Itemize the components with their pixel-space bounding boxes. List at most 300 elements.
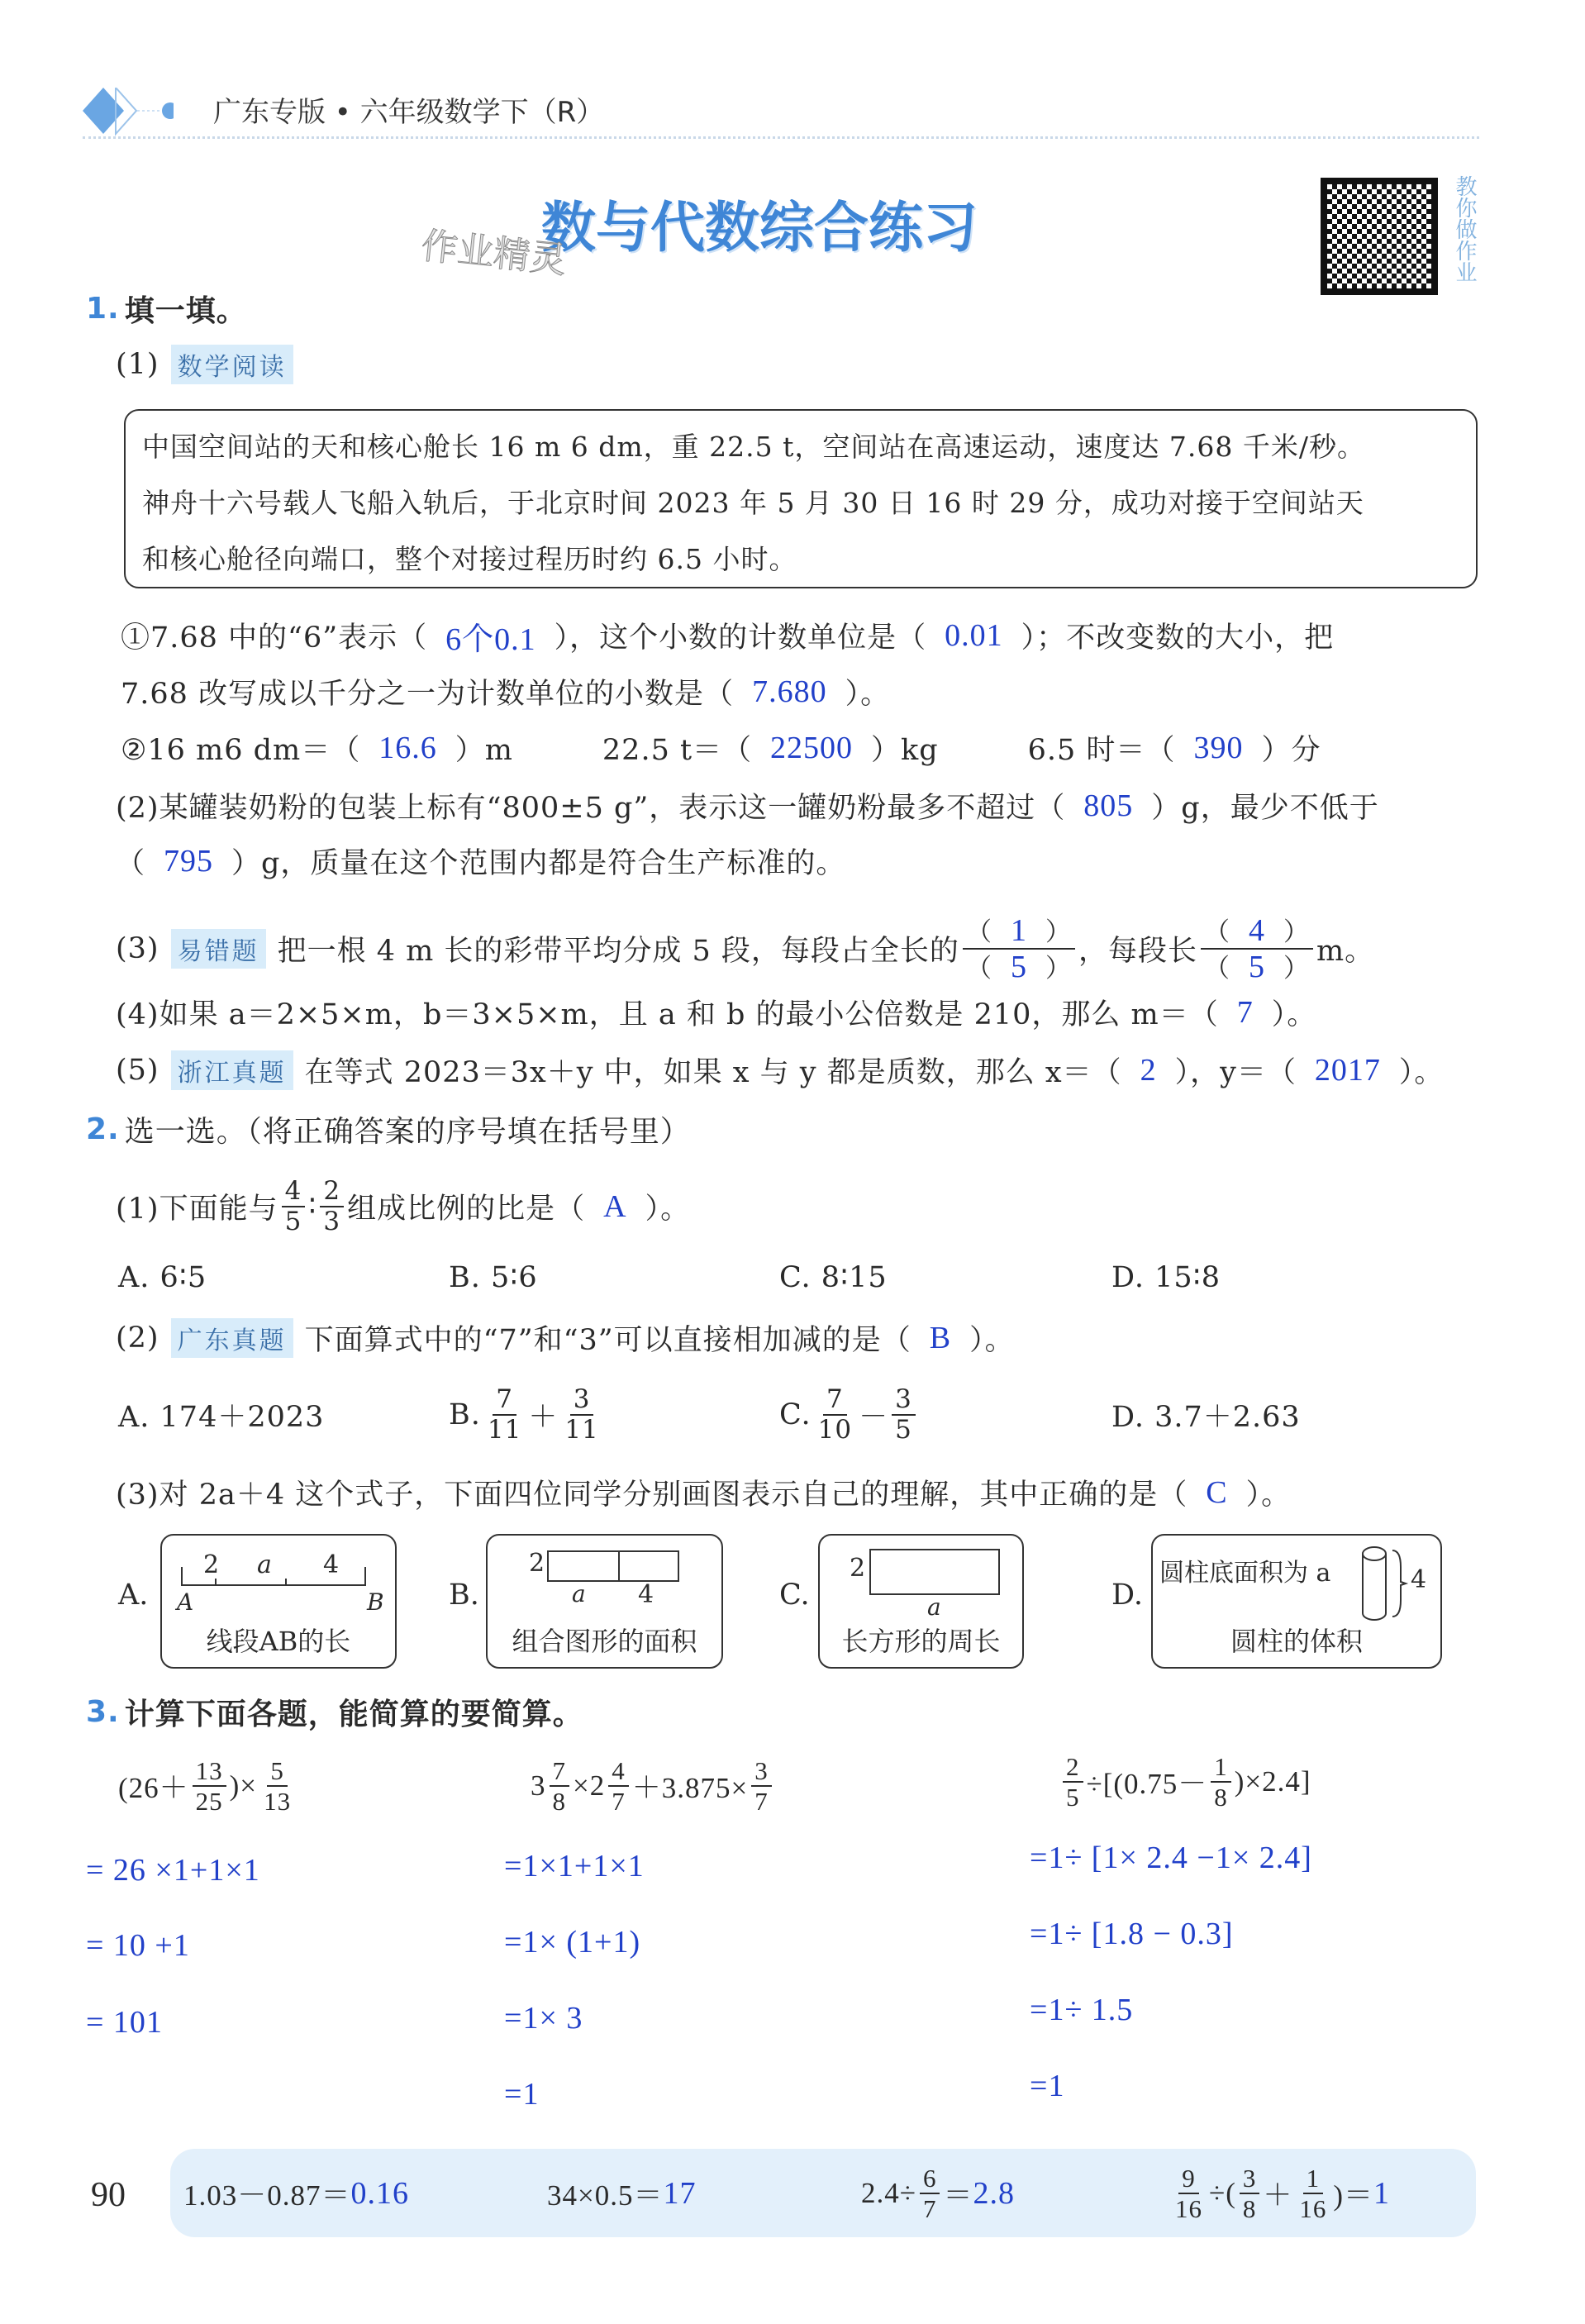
fraction-numerator (1063, 1754, 1083, 1783)
text-run: ÷[(0.75－ (1086, 1768, 1208, 1800)
diagram-label: 圆柱底面积为 a (1159, 1559, 1331, 1588)
question-tag: 数学阅读 (171, 345, 293, 384)
text-run: ）kg 6.5 时＝（ (871, 734, 1176, 767)
text-run: 7 (754, 1787, 769, 1816)
diagram-caption: 圆柱的体积 (1230, 1626, 1363, 1657)
fraction-denominator (751, 1787, 772, 1814)
fraction (815, 1384, 855, 1445)
answer-value: 2 (1140, 1053, 1157, 1088)
text-run: 8 (552, 1787, 566, 1816)
fraction (751, 1758, 772, 1814)
fraction-numerator (892, 1384, 916, 1416)
text-run: 和核心舱径向端口，整个对接过程历时约 6.5 小时。 (142, 542, 797, 575)
calc-problem (1059, 1749, 1311, 1815)
text-run: 3 (1242, 2164, 1257, 2193)
text-run: (3)对 2a＋4 这个式子，下面四位同学分别画图表示自己的理解，其中正确的是（ (116, 1479, 1188, 1512)
text-run: (3) (116, 932, 159, 965)
fraction (1211, 1754, 1231, 1810)
text-run: )× (229, 1769, 258, 1802)
fraction (1240, 2165, 1260, 2222)
q2-line (116, 1468, 1291, 1517)
choice-option (1111, 1382, 1301, 1448)
qr-code[interactable] (1321, 178, 1438, 295)
fraction-denominator (815, 1416, 855, 1443)
fraction (1201, 915, 1313, 983)
fraction-denominator (550, 1787, 570, 1814)
text-run: （ (1203, 954, 1230, 983)
answer-value: × ( (539, 1925, 578, 1960)
answer-value: 1 (173, 1928, 190, 1963)
fraction (320, 1176, 344, 1236)
fraction-numerator (193, 1758, 226, 1787)
question-heading: 计算下面各题，能简算的要简算。 (124, 1697, 583, 1731)
q1-line (121, 611, 1334, 660)
question-tag: 浙江真题 (171, 1050, 293, 1090)
text-run: ） (1283, 954, 1310, 983)
fraction (1172, 2165, 1206, 2222)
text-run: ）。 (1398, 1056, 1445, 1089)
text-run: － (859, 1401, 889, 1434)
text-run: ） (1283, 917, 1310, 947)
question-heading: 填一填。 (124, 293, 247, 328)
option-letter: A. (118, 1579, 149, 1612)
fraction (260, 1758, 294, 1814)
text-run: ＝ (943, 2179, 973, 2212)
diagram-label: a (257, 1550, 272, 1579)
text-run: 16 (1175, 2194, 1202, 2223)
text-run: B. 5∶6 (449, 1261, 538, 1294)
question-number: 1. (86, 291, 120, 326)
q1-heading (86, 283, 247, 333)
calc-problem (118, 1753, 297, 1819)
text-run: (2) (116, 1322, 159, 1355)
answer-value: = (1030, 1841, 1049, 1875)
option-letter: B. (449, 1579, 479, 1612)
q1-line (116, 988, 1316, 1037)
text-run: 11 (564, 1415, 599, 1445)
text-run: A. 6∶5 (118, 1261, 207, 1294)
composite-rectangle (547, 1550, 679, 1582)
text-run: 3 (573, 1384, 591, 1414)
answer-value: 0.01 (945, 618, 1003, 653)
answer-value: ÷ [ (1064, 1841, 1103, 1875)
text-run: 把一根 4 m 长的彩带平均分成 5 段，每段占全长的 (277, 935, 959, 968)
answer-value: + (594, 1925, 613, 1960)
text-run: 7 (922, 2194, 937, 2223)
option-letter: C. (779, 1579, 810, 1612)
fraction-numerator (1211, 1754, 1231, 1783)
fraction (920, 2165, 940, 2222)
answer-value: 1 (593, 1849, 610, 1883)
text-run: 16 (1299, 2194, 1327, 2223)
text-run: ）分 (1261, 734, 1321, 767)
calc-step (504, 2061, 539, 2127)
answer-value: 7 (1236, 995, 1254, 1030)
fraction-denominator (282, 1207, 306, 1235)
text-run: ）g，质量在这个范围内都是符合生产标准的。 (231, 847, 846, 880)
text-run: ）g，最少不低于 (1151, 792, 1379, 825)
fraction-numerator (608, 1758, 629, 1787)
fraction-denominator (1063, 1783, 1083, 1810)
text-run: C. (779, 1398, 812, 1431)
q1-part1-label (116, 340, 305, 389)
text-run: 7.68 改写成以千分之一为计数单位的小数是（ (121, 678, 735, 711)
text-run: ①7.68 中的“6”表示（ (121, 621, 428, 655)
calc-step (1030, 1977, 1133, 2043)
calc-step (504, 1985, 583, 2051)
fraction-numerator (963, 915, 1075, 950)
calc-problem (531, 1753, 775, 1819)
diagram-option-a (160, 1534, 397, 1669)
answer-value: ) (629, 1925, 641, 1960)
choice-option (779, 1253, 888, 1302)
answer-value: A (603, 1189, 627, 1224)
fraction-denominator (1201, 950, 1313, 983)
text-run: 5 (284, 1207, 302, 1236)
answer-value: 1 (1215, 1841, 1232, 1875)
text-run: 8 (1242, 2194, 1257, 2223)
answer-value: 7.680 (752, 674, 827, 709)
choice-option (1111, 1253, 1221, 1302)
question-number: 2. (86, 1112, 120, 1146)
answer-value: 1 (1048, 1841, 1065, 1875)
diagram-option-b (486, 1534, 723, 1669)
diagram-caption: 长方形的周长 (841, 1626, 1001, 1657)
answer-value: 1 (522, 2001, 540, 2036)
text-run: ）；不改变数的大小，把 (1021, 621, 1335, 655)
text-run: 神舟十六号载人飞船入轨后，于北京时间 2023 年 5 月 30 日 16 时 29 分，成功对接于空间站天 (142, 486, 1364, 519)
answer-value: 1 (627, 1849, 645, 1883)
text-run: ）。 (1245, 1479, 1292, 1512)
answer-value: = (1030, 1993, 1049, 2027)
text-run: 在等式 2023＝3x＋y 中，如果 x 与 y 都是质数，那么 x＝（ (304, 1056, 1122, 1089)
diagram-caption: 组合图形的面积 (512, 1626, 697, 1657)
text-run: 中国空间站的天和核心舱长 16 m 6 dm，重 22.5 t，空间站在高速运动，速度达 7.68 千米/秒。 (142, 430, 1365, 463)
text-run: 5 (895, 1415, 912, 1445)
q1-line (121, 667, 890, 717)
answer-value: 1 (522, 2077, 540, 2112)
answer-value: C (1206, 1475, 1228, 1510)
fraction (561, 1384, 602, 1445)
calc-step (1030, 2053, 1064, 2119)
text-run: ）。 (969, 1324, 1015, 1357)
fraction-numerator (282, 1176, 306, 1207)
choice-option (449, 1253, 538, 1302)
text-run: 2 (1066, 1752, 1080, 1781)
text-run: 下面算式中的“7”和“3”可以直接相加减的是（ (304, 1324, 911, 1357)
answer-value: 795 (164, 844, 214, 879)
answer-value: 5 (1010, 950, 1027, 984)
text-run: ，每段长 (1078, 935, 1197, 968)
q1-line (121, 723, 1321, 773)
q2-line (116, 1174, 690, 1240)
diagram-option-c (818, 1534, 1024, 1669)
oral-problem (861, 2160, 1015, 2226)
text-run: 7 (612, 1787, 626, 1816)
text-run: 9 (1182, 2164, 1196, 2193)
diagram-label: 4 (323, 1550, 340, 1579)
text-run: ）。 (845, 678, 891, 711)
text-run: (1)下面能与 (116, 1193, 278, 1226)
text-run: ×2 (573, 1769, 606, 1802)
fraction (550, 1758, 570, 1814)
answer-value: = (504, 1849, 523, 1883)
rectangle (869, 1549, 1000, 1595)
answer-value: = (504, 1925, 523, 1960)
text-run: ） (1045, 917, 1072, 947)
page-number: 90 (91, 2176, 126, 2214)
answer-value: 22500 (770, 731, 854, 765)
option-letter: D. (1111, 1579, 1143, 1612)
watermark: 作业精灵 (419, 224, 569, 283)
answer-value: = (1030, 2069, 1049, 2103)
fraction-numerator (1201, 915, 1313, 950)
answer-value: ÷ [1.8 − 0.3] (1064, 1917, 1234, 1951)
answer-value: 1 (1048, 2069, 1065, 2103)
text-run: ）。 (1271, 998, 1317, 1031)
text-run: 7 (552, 1756, 566, 1785)
fraction-denominator (963, 950, 1075, 983)
answer-value: = (504, 2001, 523, 2036)
text-run: A. 174＋2023 (118, 1401, 325, 1434)
answer-value: 805 (1083, 788, 1134, 823)
answer-value: 2.8 (973, 2176, 1015, 2211)
text-run: ②16 m6 dm＝（ (121, 734, 361, 767)
text-run: ＋3.875× (631, 1772, 749, 1804)
question-tag: 易错题 (171, 929, 266, 969)
diagram-label: 4 (638, 1580, 654, 1609)
text-run: （ (116, 847, 146, 880)
answer-value: 1 (557, 1849, 574, 1883)
text-run: 5 (1066, 1783, 1080, 1812)
text-run: 2 (323, 1176, 341, 1206)
answer-value: 1 (1048, 1993, 1065, 2027)
text-run: 25 (195, 1787, 223, 1816)
fraction-numerator (1178, 2165, 1199, 2194)
text-run: ÷( (1209, 2177, 1236, 2209)
diagram-label: 4 (1411, 1565, 1427, 1594)
answer-value: 1 (578, 1925, 595, 1960)
answer-value: × (225, 1853, 244, 1888)
q2-heading (86, 1104, 691, 1154)
fraction-numerator (550, 1758, 570, 1787)
text-run: (4)如果 a＝2×5×m，b＝3×5×m，且 a 和 b 的最小公倍数是 210，那么 m＝（ (116, 998, 1219, 1031)
text-run: 10 (817, 1415, 853, 1445)
fraction-denominator (1240, 2194, 1260, 2222)
fraction-denominator (920, 2194, 940, 2222)
answer-value: 16.6 (378, 731, 437, 765)
fraction-denominator (320, 1207, 344, 1235)
fraction-denominator (561, 1416, 602, 1443)
text-run: ） (1045, 954, 1072, 983)
text-run: D. 3.7＋2.63 (1111, 1401, 1301, 1434)
fraction (282, 1176, 306, 1236)
page-title: 数与代数综合练习 (541, 196, 978, 260)
choice-option (118, 1382, 324, 1448)
text-run: ）。 (645, 1193, 691, 1226)
fraction-denominator (892, 1416, 916, 1443)
text-run: m。 (1316, 935, 1375, 968)
text-run: ），这个小数的计数单位是（ (554, 621, 927, 655)
text-run: (1) (116, 348, 159, 381)
fraction-denominator (608, 1787, 629, 1814)
answer-value: 1 (1102, 1841, 1120, 1875)
text-run: )×2.4] (1234, 1765, 1311, 1798)
answer-value: 4 (1248, 913, 1265, 948)
text-run: 13 (264, 1787, 292, 1816)
calc-step (1030, 1825, 1312, 1891)
fraction (892, 1384, 916, 1445)
fraction (1063, 1754, 1083, 1810)
answer-value: = 26 × (86, 1853, 174, 1888)
series-label: 广东专版 • 六年级数学下（R） (213, 96, 605, 129)
q3-heading (86, 1687, 583, 1736)
answer-value: + (574, 1849, 593, 1883)
text-run: （ (965, 954, 992, 983)
answer-value: 390 (1193, 731, 1244, 765)
diagram-label: A (177, 1588, 194, 1616)
text-run: （ (1203, 917, 1230, 947)
reading-line (142, 532, 797, 582)
fraction (1296, 2165, 1330, 2222)
fraction (484, 1384, 525, 1445)
text-run: 1.03－0.87＝ (183, 2179, 351, 2212)
fraction-numerator (1240, 2165, 1260, 2194)
oral-problem (183, 2169, 409, 2218)
text-run: )＝ (1333, 2179, 1374, 2212)
text-run: ＋ (528, 1401, 559, 1434)
text-run: 11 (487, 1415, 522, 1445)
fraction-denominator (260, 1787, 294, 1814)
answer-value: = 10 (86, 2005, 146, 2040)
q1-line (116, 836, 845, 886)
calc-step (504, 1833, 645, 1899)
answer-value: 17 (663, 2176, 697, 2211)
fraction-numerator (320, 1176, 344, 1207)
q1-line (116, 1045, 1444, 1095)
text-run: 13 (195, 1756, 223, 1785)
text-run: 1 (1214, 1752, 1228, 1781)
answer-value: 1 (612, 1925, 630, 1960)
text-run: 4 (284, 1176, 302, 1206)
answer-value: 0.16 (350, 2176, 410, 2211)
text-run: 7 (826, 1384, 844, 1414)
text-run: B. (449, 1398, 481, 1431)
text-run: (2)某罐装奶粉的包装上标有“800±5 g”，表示这一罐奶粉最多不超过（ (116, 792, 1066, 825)
answer-value: ÷ 1.5 (1064, 1993, 1134, 2027)
diagram-label: 2 (529, 1549, 545, 1578)
text-run: （ (965, 917, 992, 947)
answer-value: × 2.4 − (1119, 1841, 1216, 1875)
reading-line (142, 476, 1364, 526)
fraction-numerator (920, 2165, 940, 2194)
calc-step (86, 1837, 260, 1903)
fraction-denominator (193, 1787, 226, 1814)
fraction-denominator (1211, 1783, 1231, 1810)
answer-value: 5 (1248, 950, 1265, 984)
text-run: 组成比例的比是（ (347, 1193, 586, 1226)
text-run: 4 (612, 1756, 626, 1785)
answer-value: 1 (1048, 1917, 1065, 1951)
q2-line (116, 1313, 1015, 1363)
answer-value: B (929, 1321, 952, 1355)
oral-arithmetic-band (170, 2149, 1476, 2237)
diagram-label: 2 (850, 1554, 866, 1583)
fraction (963, 915, 1075, 983)
fraction-numerator (751, 1758, 772, 1787)
answer-value: = (504, 2077, 523, 2112)
fraction-numerator (823, 1384, 847, 1416)
answer-value: × 3 (539, 2001, 583, 2036)
choice-option (779, 1382, 919, 1448)
text-run: 8 (1214, 1783, 1228, 1812)
q1-line (116, 781, 1379, 831)
text-run: (5) (116, 1054, 159, 1087)
diagram-option-d (1151, 1534, 1442, 1669)
diagram-label: B (367, 1588, 384, 1616)
diamond-logo-icon (83, 88, 124, 129)
text-run: D. 15∶8 (1111, 1261, 1221, 1294)
text-run: 3 (754, 1756, 769, 1785)
answer-value: 6个0.1 (445, 621, 536, 657)
answer-value: + (189, 1853, 209, 1888)
reading-line (142, 420, 1365, 469)
answer-value: × 2.4] (1231, 1841, 1312, 1875)
oral-problem (547, 2169, 697, 2218)
text-run: 3 (531, 1769, 546, 1802)
calc-step (504, 1909, 640, 1975)
text-run: ）m 22.5 t＝（ (455, 734, 753, 767)
diagram-label: a (927, 1593, 941, 1621)
text-run: 7 (496, 1384, 513, 1414)
answer-value: 1 (208, 1853, 226, 1888)
answer-value: × (609, 1849, 628, 1883)
calc-step (86, 1989, 163, 2055)
text-run: 3 (323, 1207, 341, 1236)
diagram-caption: 线段AB的长 (206, 1626, 351, 1657)
answer-value: 1 (145, 2005, 163, 2040)
text-run: (26＋ (118, 1772, 189, 1804)
answer-value: = 10 + (86, 1928, 174, 1963)
fraction (608, 1758, 629, 1814)
question-heading: 选一选。（将正确答案的序号填在括号里） (124, 1114, 691, 1149)
fraction-numerator (1303, 2165, 1324, 2194)
text-run: 2.4÷ (861, 2177, 916, 2209)
answer-value: 1 (522, 1849, 540, 1883)
text-run: 3 (895, 1384, 912, 1414)
fraction-denominator (1172, 2194, 1206, 2222)
text-run: ＋ (1263, 2179, 1293, 2212)
answer-value: 1 (1373, 2176, 1391, 2211)
answer-value: 1 (1010, 913, 1027, 948)
text-run: ），y＝（ (1174, 1056, 1297, 1089)
fraction-denominator (484, 1416, 525, 1443)
question-number: 3. (86, 1694, 120, 1729)
fraction-numerator (570, 1384, 594, 1416)
fraction-denominator (1296, 2194, 1330, 2222)
answer-value: × (539, 1849, 558, 1883)
qr-caption: 教你做作业 (1452, 175, 1477, 283)
calc-step (1030, 1901, 1234, 1967)
diagram-label: a (572, 1580, 586, 1607)
oral-problem (1169, 2160, 1390, 2226)
choice-option (449, 1382, 606, 1448)
text-run: C. 8∶15 (779, 1261, 888, 1294)
fraction-numerator (267, 1758, 288, 1787)
calc-step (86, 1912, 190, 1979)
text-run: 5 (270, 1756, 284, 1785)
question-tag: 广东真题 (171, 1318, 293, 1358)
